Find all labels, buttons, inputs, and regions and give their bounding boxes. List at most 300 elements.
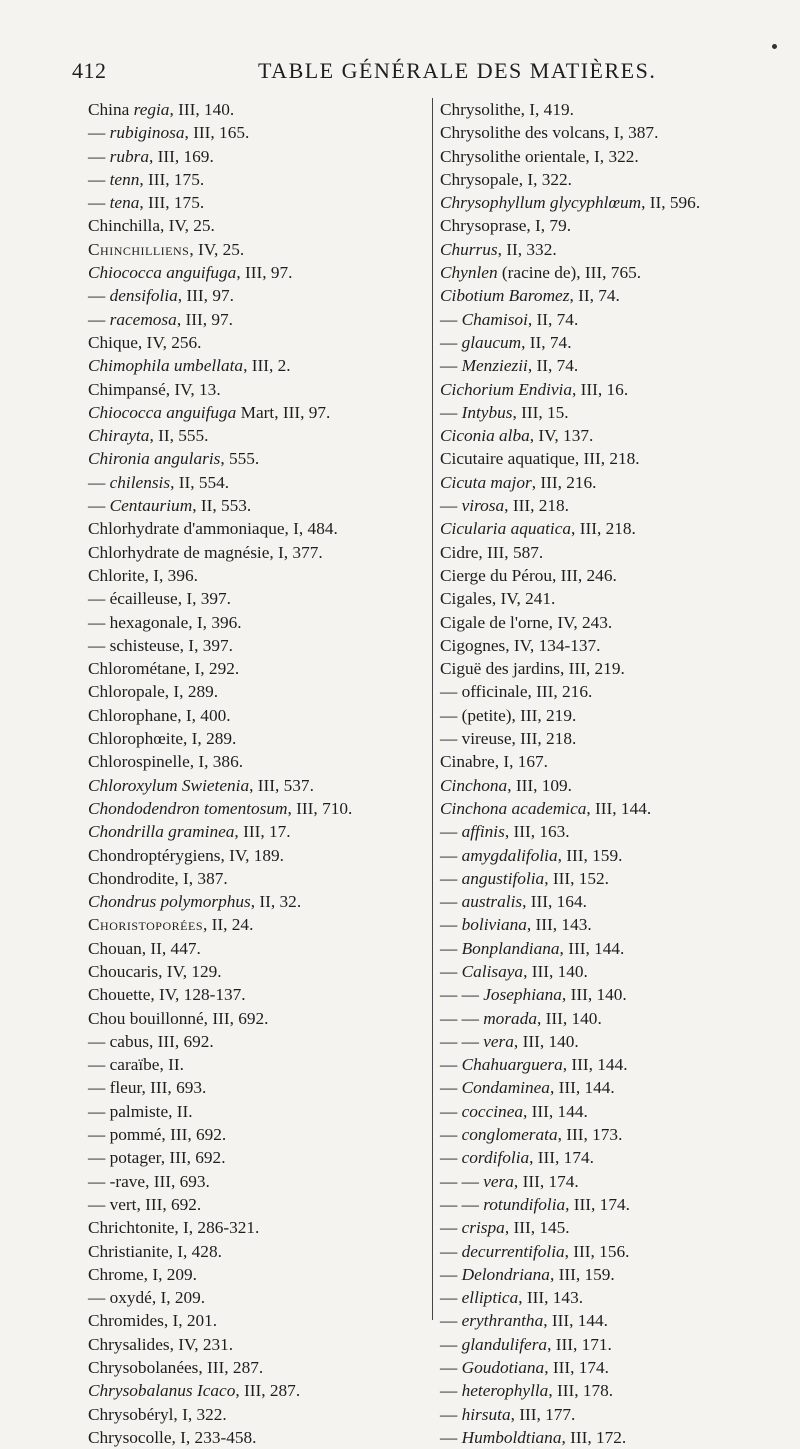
index-entry-text: , III, 143. — [526, 915, 592, 935]
index-entry-text: Humboldtiana — [461, 1427, 562, 1447]
index-entry — [88, 378, 424, 401]
index-entry-text: Josephiana — [483, 985, 562, 1005]
index-entry — [88, 1309, 424, 1332]
index-entry-text: , II, 74. — [527, 309, 579, 329]
index-entry — [440, 1263, 780, 1286]
index-entry-text: — schisteuse, I, 397. — [88, 635, 233, 655]
index-entry-text: — — [440, 402, 462, 422]
index-entry — [88, 983, 424, 1006]
index-entry-text: Choristoporées — [88, 915, 203, 935]
index-entry-text: — fleur, III, 693. — [88, 1078, 207, 1098]
index-entry — [440, 983, 780, 1006]
index-entry-text: , III, 173. — [557, 1125, 623, 1145]
index-entry — [88, 1333, 424, 1356]
index-entry-text: , II, 554. — [170, 472, 230, 492]
index-entry-text: Chloropale, I, 289. — [88, 682, 219, 702]
index-entry-text: — — [440, 1288, 462, 1308]
index-entry-text: Cicularia aquatica — [440, 519, 572, 539]
index-entry — [88, 890, 424, 913]
index-entry-text: morada — [483, 1008, 537, 1028]
index-entry-text: tenn — [109, 169, 140, 189]
index-entry — [88, 913, 424, 936]
column-divider — [432, 98, 433, 1320]
index-entry-text: — — [440, 915, 462, 935]
index-entry — [88, 1379, 424, 1402]
index-entry — [440, 121, 780, 144]
index-entry — [88, 797, 424, 820]
index-entry-text: regia — [133, 100, 170, 119]
index-entry-text: — — [440, 1125, 462, 1145]
index-entry-text: — — [440, 1241, 462, 1261]
index-entry — [440, 913, 780, 936]
index-entry — [88, 1146, 424, 1169]
index-entry — [88, 238, 424, 261]
index-entry-text: — — [440, 496, 462, 516]
index-entry-text: — — [440, 1311, 462, 1331]
index-entry-text: — — [440, 1358, 462, 1378]
index-entry-text: , III, 163. — [504, 822, 570, 842]
index-entry-text: , III, 159. — [557, 845, 623, 865]
index-entry-text: , III, 174. — [565, 1194, 630, 1214]
index-entry — [88, 261, 424, 284]
index-entry — [88, 1263, 424, 1286]
index-entry-text: , III, 144. — [586, 798, 652, 818]
index-entry-text: Cinchona — [440, 775, 508, 795]
index-entry-text: — potager, III, 692. — [88, 1148, 226, 1168]
index-entry — [440, 1193, 780, 1216]
index-entry — [88, 1100, 424, 1123]
index-entry-text: , III, 537. — [249, 775, 314, 795]
index-entry-text: , II, 553. — [192, 496, 252, 516]
index-entry-text: australis — [461, 892, 523, 912]
index-entry-text: , III, 144. — [559, 938, 625, 958]
index-entry — [88, 98, 424, 121]
index-entry-text: — — [88, 169, 110, 189]
index-entry-text: — oxydé, I, 209. — [88, 1288, 206, 1308]
index-entry — [440, 1053, 780, 1076]
index-entry — [88, 564, 424, 587]
index-entry-text: — — [440, 1427, 462, 1447]
index-entry-text: rubra — [109, 146, 149, 166]
index-entry-text: Cicuta major — [440, 472, 532, 492]
index-entry — [440, 611, 780, 634]
index-entry-text: Chimophila umbellata — [88, 356, 244, 376]
index-entry — [88, 1286, 424, 1309]
index-entry-text: Chiococca anguifuga — [88, 402, 237, 422]
index-entry-text: — — [88, 146, 110, 166]
index-entry-text: , III, 159. — [549, 1264, 615, 1284]
index-entry — [88, 191, 424, 214]
index-entry-text: Menziezii — [461, 356, 528, 376]
index-entry-text: Cierge du Pérou, III, 246. — [440, 565, 617, 585]
index-entry-text: — officinale, III, 216. — [440, 682, 593, 702]
index-entry — [88, 145, 424, 168]
index-entry — [440, 704, 780, 727]
index-entry — [88, 680, 424, 703]
index-entry-text: Chromides, I, 201. — [88, 1311, 218, 1331]
index-entry-text: , III, 172. — [561, 1427, 627, 1447]
index-entry — [88, 214, 424, 237]
index-entry-text: , III, 156. — [564, 1241, 630, 1261]
index-entry-text: Chrysopale, I, 322. — [440, 169, 572, 189]
index-entry-text: , III, 140. — [536, 1008, 602, 1028]
index-entry-text: Chlorométane, I, 292. — [88, 659, 240, 679]
index-entry-text: — — [440, 332, 462, 352]
index-entry — [440, 657, 780, 680]
index-entry-text: cordifolia — [461, 1148, 530, 1168]
index-entry-text: — — [440, 868, 462, 888]
index-entry — [88, 471, 424, 494]
index-entry — [440, 587, 780, 610]
index-entry-text: angustifolia — [461, 868, 545, 888]
index-entry — [88, 284, 424, 307]
index-entry-text: erythrantha — [461, 1311, 544, 1331]
index-entry-text: — cabus, III, 692. — [88, 1031, 214, 1051]
index-entry-text: — -rave, III, 693. — [88, 1171, 210, 1191]
index-entry-text: — — [440, 1381, 462, 1401]
index-entry-text: , III, 177. — [510, 1404, 576, 1424]
index-entry-text: Delondriana — [461, 1264, 550, 1284]
index-entry — [440, 354, 780, 377]
index-entry-text: , III, 97. — [236, 263, 293, 283]
index-entry — [88, 494, 424, 517]
index-entry — [440, 1007, 780, 1030]
index-entry-text: Chrysolithe des volcans, I, 387. — [440, 123, 659, 143]
index-entry — [88, 867, 424, 890]
index-entry — [88, 960, 424, 983]
index-entry — [440, 797, 780, 820]
index-entry — [88, 1240, 424, 1263]
index-entry — [88, 168, 424, 191]
index-entry — [88, 587, 424, 610]
index-entry-text: , II, 74. — [527, 356, 579, 376]
index-entry-text: Chamisoi — [461, 309, 528, 329]
index-entry — [88, 820, 424, 843]
index-entry-text: Chrysobolanées, III, 287. — [88, 1358, 264, 1378]
index-entry-text: Chondrodite, I, 387. — [88, 868, 228, 888]
index-entry-text: , III, 143. — [518, 1288, 584, 1308]
index-entry — [440, 1076, 780, 1099]
index-entry-text: affinis — [461, 822, 505, 842]
index-entry-text: — — [88, 309, 110, 329]
index-entry — [88, 704, 424, 727]
index-entry-text: , III, 17. — [234, 822, 291, 842]
index-entry-text: Cinchona academica — [440, 798, 587, 818]
index-entry-text: conglomerata — [461, 1125, 558, 1145]
index-entry-text: Chlorite, I, 396. — [88, 565, 198, 585]
index-entry-text: glandulifera — [461, 1334, 548, 1354]
index-entry-text: Chimpansé, IV, 13. — [88, 379, 221, 399]
index-entry-text: — — [440, 356, 462, 376]
index-entry — [440, 98, 780, 121]
index-entry-text: Ciguë des jardins, III, 219. — [440, 659, 625, 679]
index-entry-text: Churrus — [440, 239, 498, 259]
index-entry-text: Choucaris, IV, 129. — [88, 961, 222, 981]
index-entry-text: glaucum — [461, 332, 522, 352]
index-entry-text: Chondrilla graminea — [88, 822, 235, 842]
index-entry-text: Chlorhydrate de magnésie, I, 377. — [88, 542, 323, 562]
index-entry-text: Intybus — [461, 402, 513, 422]
index-entry-text: Chrysobéryl, I, 322. — [88, 1404, 227, 1424]
index-entry-text: , III, 174. — [513, 1171, 579, 1191]
index-entry-text: Chrysolithe orientale, I, 322. — [440, 146, 639, 166]
index-entry-text: Calisaya — [461, 961, 524, 981]
index-entry-text: Chrysoprase, I, 79. — [440, 216, 572, 236]
index-entry — [440, 1379, 780, 1402]
index-entry-text: tena — [109, 193, 140, 213]
index-entry-text: — — [440, 1101, 462, 1121]
index-entry-text: Chloroxylum Swietenia — [88, 775, 250, 795]
index-entry — [440, 1100, 780, 1123]
index-entry — [440, 168, 780, 191]
index-entry-text: densifolia — [109, 286, 178, 306]
index-entry — [88, 1356, 424, 1379]
index-entry-text: , III, 169. — [148, 146, 214, 166]
index-entry-text: , III, 218. — [571, 519, 636, 539]
index-entry — [88, 447, 424, 470]
index-entry-text: , II, 74. — [569, 286, 620, 306]
index-entry-text: crispa — [461, 1218, 505, 1238]
index-entry-text: Cinabre, I, 167. — [440, 752, 548, 772]
index-entry-text: — — [440, 961, 462, 981]
index-entry-text: , III, 140. — [513, 1031, 579, 1051]
index-entry-text: — — [440, 309, 462, 329]
index-entry-text: Chlorophœite, I, 289. — [88, 729, 237, 749]
index-entry — [88, 774, 424, 797]
index-entry-text: — — — [440, 1008, 484, 1028]
index-entry-text: , III, 97. — [176, 309, 233, 329]
index-entry — [440, 261, 780, 284]
index-entry-text: Chrome, I, 209. — [88, 1264, 197, 1284]
index-entry-text: — — [440, 845, 462, 865]
index-entry-text: Centaurium — [109, 496, 193, 516]
index-entry-text: , III, 144. — [543, 1311, 609, 1331]
index-entry-text: , III, 164. — [522, 892, 587, 912]
index-entry — [88, 1053, 424, 1076]
index-entry — [440, 447, 780, 470]
index-entry — [440, 1286, 780, 1309]
index-entry-text: — palmiste, II. — [88, 1101, 193, 1121]
index-entry-text: Chiococca anguifuga — [88, 263, 237, 283]
index-entry — [88, 331, 424, 354]
index-entry — [440, 1403, 780, 1426]
index-entry — [88, 750, 424, 773]
index-entry-text: — — — [440, 1171, 484, 1191]
index-entry — [440, 284, 780, 307]
index-entry-text: Chrysophyllum glycyphlœum — [440, 193, 642, 213]
index-column-left — [88, 98, 424, 1449]
index-entry — [440, 214, 780, 237]
index-entry-text: , III, 165. — [184, 123, 250, 143]
index-entry-text: , III, 171. — [547, 1334, 612, 1354]
index-entry-text: — — [88, 286, 110, 306]
index-entry-text: , II, 555. — [149, 426, 209, 446]
index-entry-text: rotundifolia — [483, 1194, 566, 1214]
index-entry-text: virosa — [461, 496, 505, 516]
index-entry-text: Condaminea — [461, 1078, 550, 1098]
index-entry-text: — — [440, 1078, 462, 1098]
index-entry-text: , III, 144. — [562, 1055, 628, 1075]
index-entry — [440, 634, 780, 657]
index-entry-text: Cidre, III, 587. — [440, 542, 544, 562]
index-entry-text: — — [440, 1404, 462, 1424]
index-entry — [88, 657, 424, 680]
index-entry-text: Cibotium Baromez — [440, 286, 570, 306]
index-entry — [440, 750, 780, 773]
index-entry-text: — écailleuse, I, 397. — [88, 589, 232, 609]
index-entry-text: , III, 218. — [504, 496, 569, 516]
index-entry — [440, 774, 780, 797]
index-entry-text: , III, 145. — [504, 1218, 570, 1238]
index-entry-text: Chrysocolle, I, 233-458. — [88, 1427, 257, 1447]
index-entry-text: , III, 15. — [512, 402, 569, 422]
index-entry-text: , III, 216. — [531, 472, 597, 492]
index-entry-text: coccinea — [461, 1101, 524, 1121]
index-entry — [440, 727, 780, 750]
index-entry-text: Chrysolithe, I, 419. — [440, 100, 574, 119]
index-entry — [88, 634, 424, 657]
index-entry-text: Chinchilliens — [88, 239, 190, 259]
index-entry-text: , III, 109. — [507, 775, 572, 795]
index-entry — [440, 960, 780, 983]
index-entry-text: , III, 174. — [529, 1148, 594, 1168]
index-entry — [88, 1193, 424, 1216]
index-entry-text: Chrysalides, IV, 231. — [88, 1334, 234, 1354]
index-entry-text: Chirayta — [88, 426, 150, 446]
index-entry-text: , III, 174. — [544, 1358, 609, 1378]
index-entry-text: , II, 32. — [250, 892, 302, 912]
index-entry-text: Chondroptérygiens, IV, 189. — [88, 845, 284, 865]
index-entry-text: — vireuse, III, 218. — [440, 729, 577, 749]
index-entry — [440, 1030, 780, 1053]
index-entry — [88, 611, 424, 634]
index-entry — [88, 1007, 424, 1030]
index-entry-text: , III, 175. — [139, 169, 205, 189]
index-entry-text: — — [440, 1264, 462, 1284]
index-entry-text: hirsuta — [461, 1404, 511, 1424]
index-entry-text: Chlorophane, I, 400. — [88, 705, 231, 725]
index-entry-text: Cichorium Endivia — [440, 379, 572, 399]
index-entry-text: Chouette, IV, 128-137. — [88, 985, 246, 1005]
index-entry-text: Chondrus polymorphus — [88, 892, 251, 912]
index-entry — [440, 145, 780, 168]
index-entry-text: Chrichtonite, I, 286-321. — [88, 1218, 260, 1238]
index-entry — [88, 1426, 424, 1449]
index-entry-text: Cigale de l'orne, IV, 243. — [440, 612, 613, 632]
index-entry-text: , III, 152. — [544, 868, 609, 888]
index-entry — [440, 1309, 780, 1332]
index-entry — [88, 401, 424, 424]
index-entry — [440, 238, 780, 261]
index-entry — [440, 1123, 780, 1146]
ink-spot — [772, 44, 777, 49]
index-entry — [440, 867, 780, 890]
index-entry — [440, 680, 780, 703]
index-entry — [440, 1170, 780, 1193]
index-entry-text: , IV, 25. — [189, 239, 245, 259]
index-entry-text: Chahuarguera — [461, 1055, 563, 1075]
index-entry-text: Cigales, IV, 241. — [440, 589, 556, 609]
index-entry — [88, 308, 424, 331]
index-entry — [88, 1123, 424, 1146]
index-entry-text: racemosa — [109, 309, 177, 329]
index-entry-text: decurrentifolia — [461, 1241, 565, 1261]
index-entry-text: heterophylla — [461, 1381, 549, 1401]
index-entry-text: rubiginosa — [109, 123, 185, 143]
index-entry — [440, 378, 780, 401]
index-entry-text: , II, 24. — [203, 915, 254, 935]
index-entry-text: — — — [440, 1031, 484, 1051]
index-entry-text: — — [440, 892, 462, 912]
index-entry — [440, 471, 780, 494]
index-entry — [440, 844, 780, 867]
index-entry-text: Chynlen — [440, 263, 498, 283]
index-entry-text: — — [440, 822, 462, 842]
index-entry — [440, 1146, 780, 1169]
index-entry-text: Cigognes, IV, 134-137. — [440, 635, 601, 655]
index-entry-text: , II, 596. — [641, 193, 701, 213]
index-entry — [440, 820, 780, 843]
index-entry — [88, 844, 424, 867]
running-title: TABLE GÉNÉRALE DES MATIÈRES. — [258, 58, 657, 83]
index-entry-text: — — [440, 938, 462, 958]
index-entry — [440, 937, 780, 960]
index-entry-text: , III, 140. — [169, 100, 235, 119]
index-entry-text: Cicutaire aquatique, III, 218. — [440, 449, 640, 469]
index-entry-text: , III, 710. — [287, 798, 353, 818]
index-entry-text: — caraïbe, II. — [88, 1055, 184, 1075]
index-entry — [440, 1216, 780, 1239]
index-entry-text: vera — [483, 1171, 514, 1191]
index-entry-text: , III, 144. — [523, 1101, 588, 1121]
index-entry-text: Chironia angularis — [88, 449, 221, 469]
index-entry-text: Christianite, I, 428. — [88, 1241, 222, 1261]
index-entry — [88, 517, 424, 540]
index-entry-text: Chlorospinelle, I, 386. — [88, 752, 244, 772]
index-entry-text: , III, 97. — [177, 286, 234, 306]
index-entry — [440, 564, 780, 587]
index-entry-text: , 555. — [220, 449, 260, 469]
index-entry-text: , III, 144. — [549, 1078, 615, 1098]
page-number: 412 — [72, 58, 107, 83]
index-entry-text: — — — [440, 1194, 484, 1214]
index-entry — [88, 1170, 424, 1193]
index-entry-text: Chou bouillonné, III, 692. — [88, 1008, 269, 1028]
index-entry-text: , III, 140. — [523, 961, 588, 981]
index-entry-text: — hexagonale, I, 396. — [88, 612, 242, 632]
index-entry — [440, 494, 780, 517]
index-entry — [440, 424, 780, 447]
index-entry-text: , III, 2. — [243, 356, 291, 376]
index-entry-text: , IV, 137. — [529, 426, 594, 446]
index-entry — [88, 727, 424, 750]
index-entry — [440, 1333, 780, 1356]
index-entry-text: , II, 332. — [497, 239, 557, 259]
index-entry — [88, 937, 424, 960]
index-entry — [440, 1426, 780, 1449]
index-entry-text: — — [88, 123, 110, 143]
index-entry-text: — — [88, 193, 110, 213]
index-entry-text: — (petite), III, 219. — [440, 705, 577, 725]
index-entry-text: (racine de), III, 765. — [497, 263, 642, 283]
index-entry-text: China — [88, 100, 134, 119]
index-entry-text: — — [440, 1334, 462, 1354]
index-entry-text: — — [440, 1055, 462, 1075]
index-entry-text: Chlorhydrate d'ammoniaque, I, 484. — [88, 519, 338, 539]
index-entry-text: — — [440, 1148, 462, 1168]
index-entry-text: Bonplandiana — [461, 938, 560, 958]
index-entry — [88, 1030, 424, 1053]
